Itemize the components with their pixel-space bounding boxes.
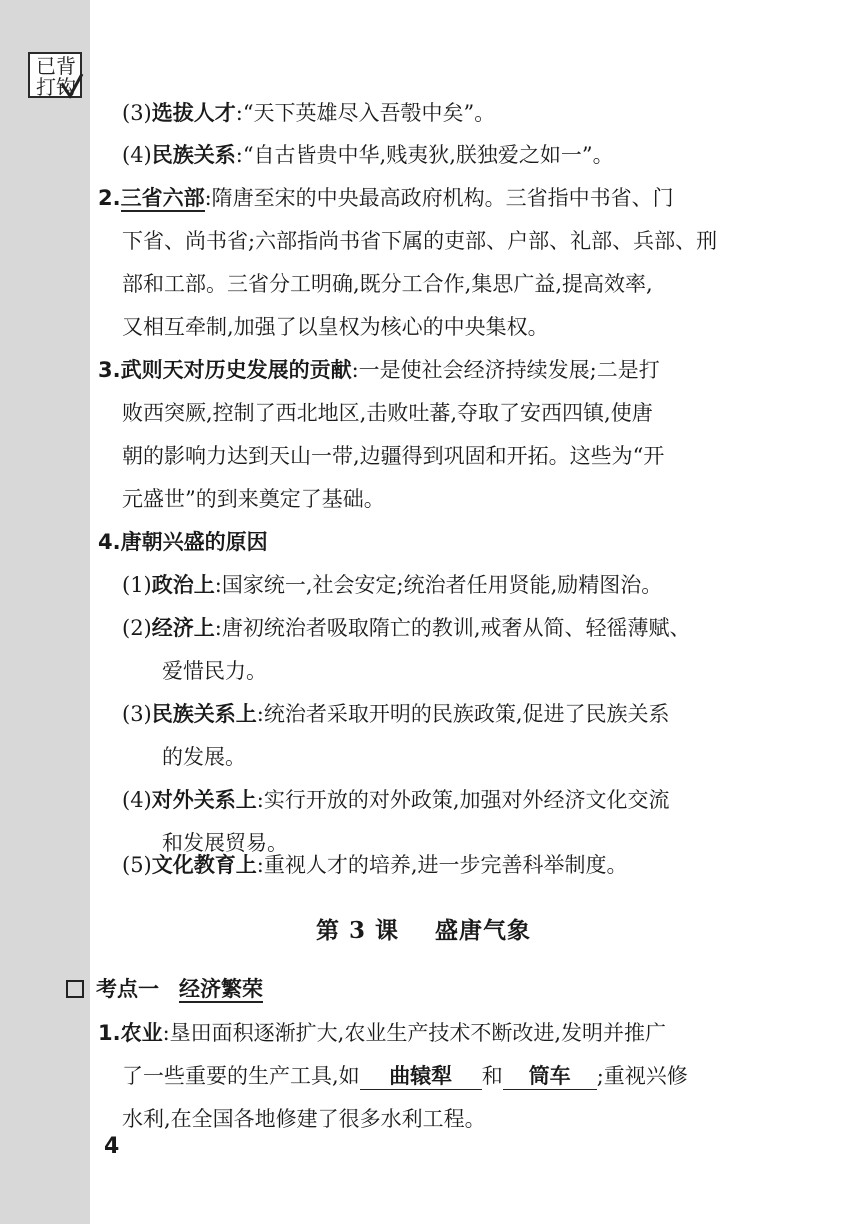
text-line: 朝的影响力达到天山一带,边疆得到巩固和开拓。这些为“开 — [122, 444, 665, 468]
text-line — [98, 1018, 666, 1048]
text-line — [98, 527, 268, 557]
item-number: 2. — [98, 186, 121, 210]
item-marker: (3) — [122, 101, 152, 125]
text-line: 又相互牵制,加强了以皇权为核心的中央集权。 — [122, 315, 549, 339]
item-heading: 民族关系上 — [151, 702, 257, 726]
text-line — [122, 850, 628, 880]
item-heading: 文化教育上 — [151, 853, 257, 877]
text-line: 的发展。 — [162, 745, 246, 769]
item-text: :“天下英雄尽入吾彀中矣”。 — [235, 101, 496, 125]
item-marker: (4) — [122, 143, 152, 167]
text-line: 败西突厥,控制了西北地区,击败吐蕃,夺取了安西四镇,使唐 — [122, 401, 653, 425]
item-heading: 选拔人才 — [151, 101, 236, 125]
text-line: 水利,在全国各地修建了很多水利工程。 — [122, 1107, 486, 1131]
topic-name: 经济繁荣 — [179, 977, 264, 1001]
item-text: :隋唐至宋的中央最高政府机构。三省指中书省、门 — [204, 186, 674, 210]
item-text: :“自古皆贵中华,贱夷狄,朕独爱之如一”。 — [235, 143, 614, 167]
item-heading: 经济上 — [151, 616, 215, 640]
item-text: 了一些重要的生产工具,如 — [122, 1064, 360, 1088]
text-line: 下省、尚书省;六部指尚书省下属的吏部、户部、礼部、兵部、刑 — [122, 229, 718, 253]
stamp-line-1: 已背 — [36, 54, 76, 78]
text-line — [98, 355, 660, 385]
lesson-title: 第 3 课 盛唐气象 — [316, 917, 532, 944]
topic-label: 考点一 — [96, 977, 159, 1001]
item-text: :一是使社会经济持续发展;二是打 — [351, 358, 660, 382]
topic-checkbox[interactable] — [66, 980, 84, 998]
item-text: :唐初统治者吸取隋亡的教训,戒奢从简、轻徭薄赋、 — [214, 616, 691, 640]
item-marker: (1) — [122, 573, 152, 597]
item-marker: (2) — [122, 616, 152, 640]
item-marker: (5) — [122, 853, 152, 877]
item-number: 1. — [98, 1021, 121, 1045]
margin-strip — [0, 0, 90, 1224]
item-heading: 政治上 — [151, 573, 215, 597]
topic-heading — [96, 974, 263, 1004]
text-line: 部和工部。三省分工明确,既分工合作,集思广益,提高效率, — [122, 272, 653, 296]
text-line — [122, 613, 691, 643]
item-text: :实行开放的对外政策,加强对外经济文化交流 — [256, 788, 670, 812]
item-text: ;重视兴修 — [596, 1064, 688, 1088]
text-line — [122, 570, 662, 600]
item-text: :重视人才的培养,进一步完善科举制度。 — [256, 853, 628, 877]
item-heading: 三省六部 — [120, 186, 205, 210]
item-heading: 民族关系 — [151, 143, 236, 167]
text-line — [122, 140, 614, 170]
item-marker: (4) — [122, 788, 152, 812]
text-line — [122, 98, 495, 128]
item-text: :国家统一,社会安定;统治者任用贤能,励精图治。 — [214, 573, 663, 597]
item-text: 和 — [481, 1064, 503, 1088]
item-heading: 武则天对历史发展的贡献 — [120, 358, 352, 382]
item-text: :垦田面积逐渐扩大,农业生产技术不断改进,发明并推广 — [162, 1021, 667, 1045]
item-heading: 农业 — [120, 1021, 163, 1045]
stamp-line-2: 打钩 — [36, 75, 76, 99]
text-line — [98, 183, 674, 213]
item-heading: 对外关系上 — [151, 788, 257, 812]
text-line: 元盛世”的到来奠定了基础。 — [122, 487, 385, 511]
item-number: 3. — [98, 358, 121, 382]
answer-blank-1[interactable]: 曲辕犁 — [360, 1063, 482, 1090]
text-line: 和发展贸易。 — [162, 831, 288, 855]
text-line — [122, 699, 670, 729]
item-heading: 唐朝兴盛的原因 — [120, 530, 268, 554]
checkmark-icon — [60, 72, 84, 100]
answer-blank-2[interactable]: 筒车 — [503, 1063, 597, 1090]
item-number: 4. — [98, 530, 121, 554]
page-number: 4 — [104, 1134, 120, 1159]
text-line — [122, 785, 670, 815]
item-marker: (3) — [122, 702, 152, 726]
text-line — [122, 1061, 688, 1091]
item-text: :统治者采取开明的民族政策,促进了民族关系 — [256, 702, 670, 726]
text-line: 爱惜民力。 — [162, 659, 267, 683]
